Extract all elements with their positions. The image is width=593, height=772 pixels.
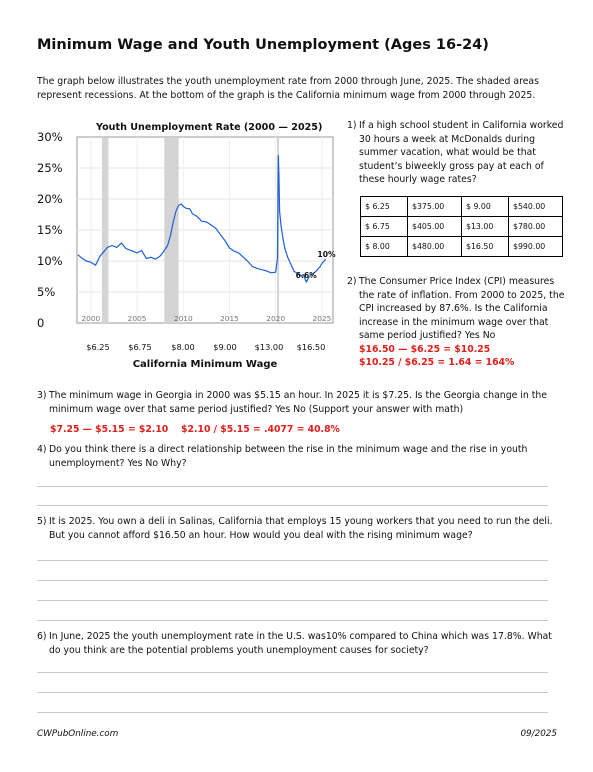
question-3-answer-1: $7.25 — $5.15 = $2.10: [50, 424, 169, 435]
y-tick-label: 25%: [37, 161, 63, 175]
answer-line[interactable]: [37, 692, 548, 693]
answer-line[interactable]: [37, 672, 548, 673]
unemployment-chart: [30, 128, 340, 374]
pay-cell: $480.00: [408, 237, 462, 257]
x-tick-label: 2005: [127, 314, 147, 323]
x-tick-label: 2010: [173, 314, 193, 323]
question-6-number: 6): [37, 631, 47, 642]
question-2-number: 2): [347, 276, 357, 287]
question-1-text: If a high school student in California worked 30 hours a week at McDonalds during summer vacation, what would be that student’s biweekly gross pay at each of these hourly wage rates?: [359, 120, 564, 185]
wage-label: $16.50: [296, 342, 326, 352]
question-3-answer-2: $2.10 / $5.15 = .4077 = 40.8%: [181, 424, 340, 435]
question-6-text: In June, 2025 the youth unemployment rate in the U.S. was10% compared to China which was 17.8%. What do you think are the potential problems youth unemployment causes for society?: [49, 631, 552, 656]
x-tick-label: 2000: [81, 314, 101, 323]
page-title: Minimum Wage and Youth Unemployment (Ages 16-24): [37, 37, 489, 53]
recession-band: [102, 138, 108, 323]
wage-label: $8.00: [171, 342, 195, 352]
table-row: [361, 217, 563, 237]
chart-layer: [37, 130, 336, 370]
table-row: [361, 237, 563, 257]
wage-cell: $ 9.00: [462, 197, 509, 217]
wage-table: [360, 196, 563, 257]
y-tick-label: 15%: [37, 223, 63, 237]
wage-cell: $13.00: [462, 217, 509, 237]
question-2-answer-2: $10.25 / $6.25 = 1.64 = 164%: [359, 357, 515, 368]
question-2-text: The Consumer Price Index (CPI) measures the rate of inflation. From 2000 to 2025, the CPI increased by 87.6%. Is the California increase in the minimum wage over that same period justified? Yes No: [359, 276, 565, 341]
question-4-text: Do you think there is a direct relationship between the rise in the minimum wage and the rise in youth unemployment? Yes No Why?: [49, 444, 528, 469]
wage-label: $6.25: [86, 342, 110, 352]
y-tick-label: 0: [37, 316, 45, 330]
question-4: [37, 443, 562, 470]
answer-line[interactable]: [37, 580, 548, 581]
question-3: [37, 389, 562, 416]
intro-paragraph: The graph below illustrates the youth unemployment rate from 2000 through June, 2025. The shaded areas represent recessions. At the bottom of the graph is the California minimum wage from 2000 through 2025.: [37, 76, 539, 101]
pay-cell: $375.00: [408, 197, 462, 217]
y-tick-label: 20%: [37, 192, 63, 206]
answer-line[interactable]: [37, 620, 548, 621]
x-tick-label: 2015: [220, 314, 239, 323]
chart-title: Youth Unemployment Rate (2000 — 2025): [96, 122, 323, 133]
answer-line[interactable]: [37, 560, 548, 561]
question-6: [37, 630, 562, 657]
question-5: [37, 515, 562, 542]
wage-label: $9.00: [213, 342, 237, 352]
x-tick-label: 2020: [266, 314, 286, 323]
wage-label: $13.00: [254, 342, 284, 352]
question-3-number: 3): [37, 390, 47, 401]
x-axis-title: California Minimum Wage: [132, 359, 278, 370]
pay-cell: $780.00: [509, 217, 563, 237]
question-2: [347, 275, 569, 370]
pay-cell: $540.00: [509, 197, 563, 217]
chart-annotation: 10%: [317, 250, 336, 259]
question-4-number: 4): [37, 444, 47, 455]
wage-cell: $ 6.75: [361, 217, 408, 237]
pay-cell: $405.00: [408, 217, 462, 237]
table-row: [361, 197, 563, 217]
wage-cell: $ 8.00: [361, 237, 408, 257]
question-5-text: It is 2025. You own a deli in Salinas, California that employs 15 young workers that you need to run the deli. But you cannot afford $16.50 an hour. How would you deal with the rising minimum wage?: [49, 516, 553, 541]
answer-line[interactable]: [37, 712, 548, 713]
question-5-number: 5): [37, 516, 47, 527]
wage-label: $6.75: [128, 342, 152, 352]
x-tick-label: 2025: [312, 314, 332, 323]
pay-cell: $990.00: [509, 237, 563, 257]
wage-cell: $16.50: [462, 237, 509, 257]
wage-cell: $ 6.25: [361, 197, 408, 217]
y-tick-label: 5%: [37, 285, 56, 299]
footer-date: 09/2025: [520, 729, 557, 739]
footer-website: CWPubOnline.com: [37, 729, 119, 739]
answer-line[interactable]: [37, 486, 548, 487]
y-tick-label: 30%: [37, 130, 63, 144]
answer-line[interactable]: [37, 505, 548, 506]
y-tick-label: 10%: [37, 254, 63, 268]
chart-annotation: 6.6%: [295, 271, 317, 281]
question-1: [347, 119, 569, 187]
answer-line[interactable]: [37, 600, 548, 601]
question-2-answer-1: $16.50 — $6.25 = $10.25: [359, 343, 491, 355]
question-1-number: 1): [347, 120, 357, 131]
question-3-text: The minimum wage in Georgia in 2000 was $5.15 an hour. In 2025 it is $7.25. Is the Georgia change in the minimum wage over that same period justified? Yes No (Support your answer with math): [49, 390, 547, 415]
